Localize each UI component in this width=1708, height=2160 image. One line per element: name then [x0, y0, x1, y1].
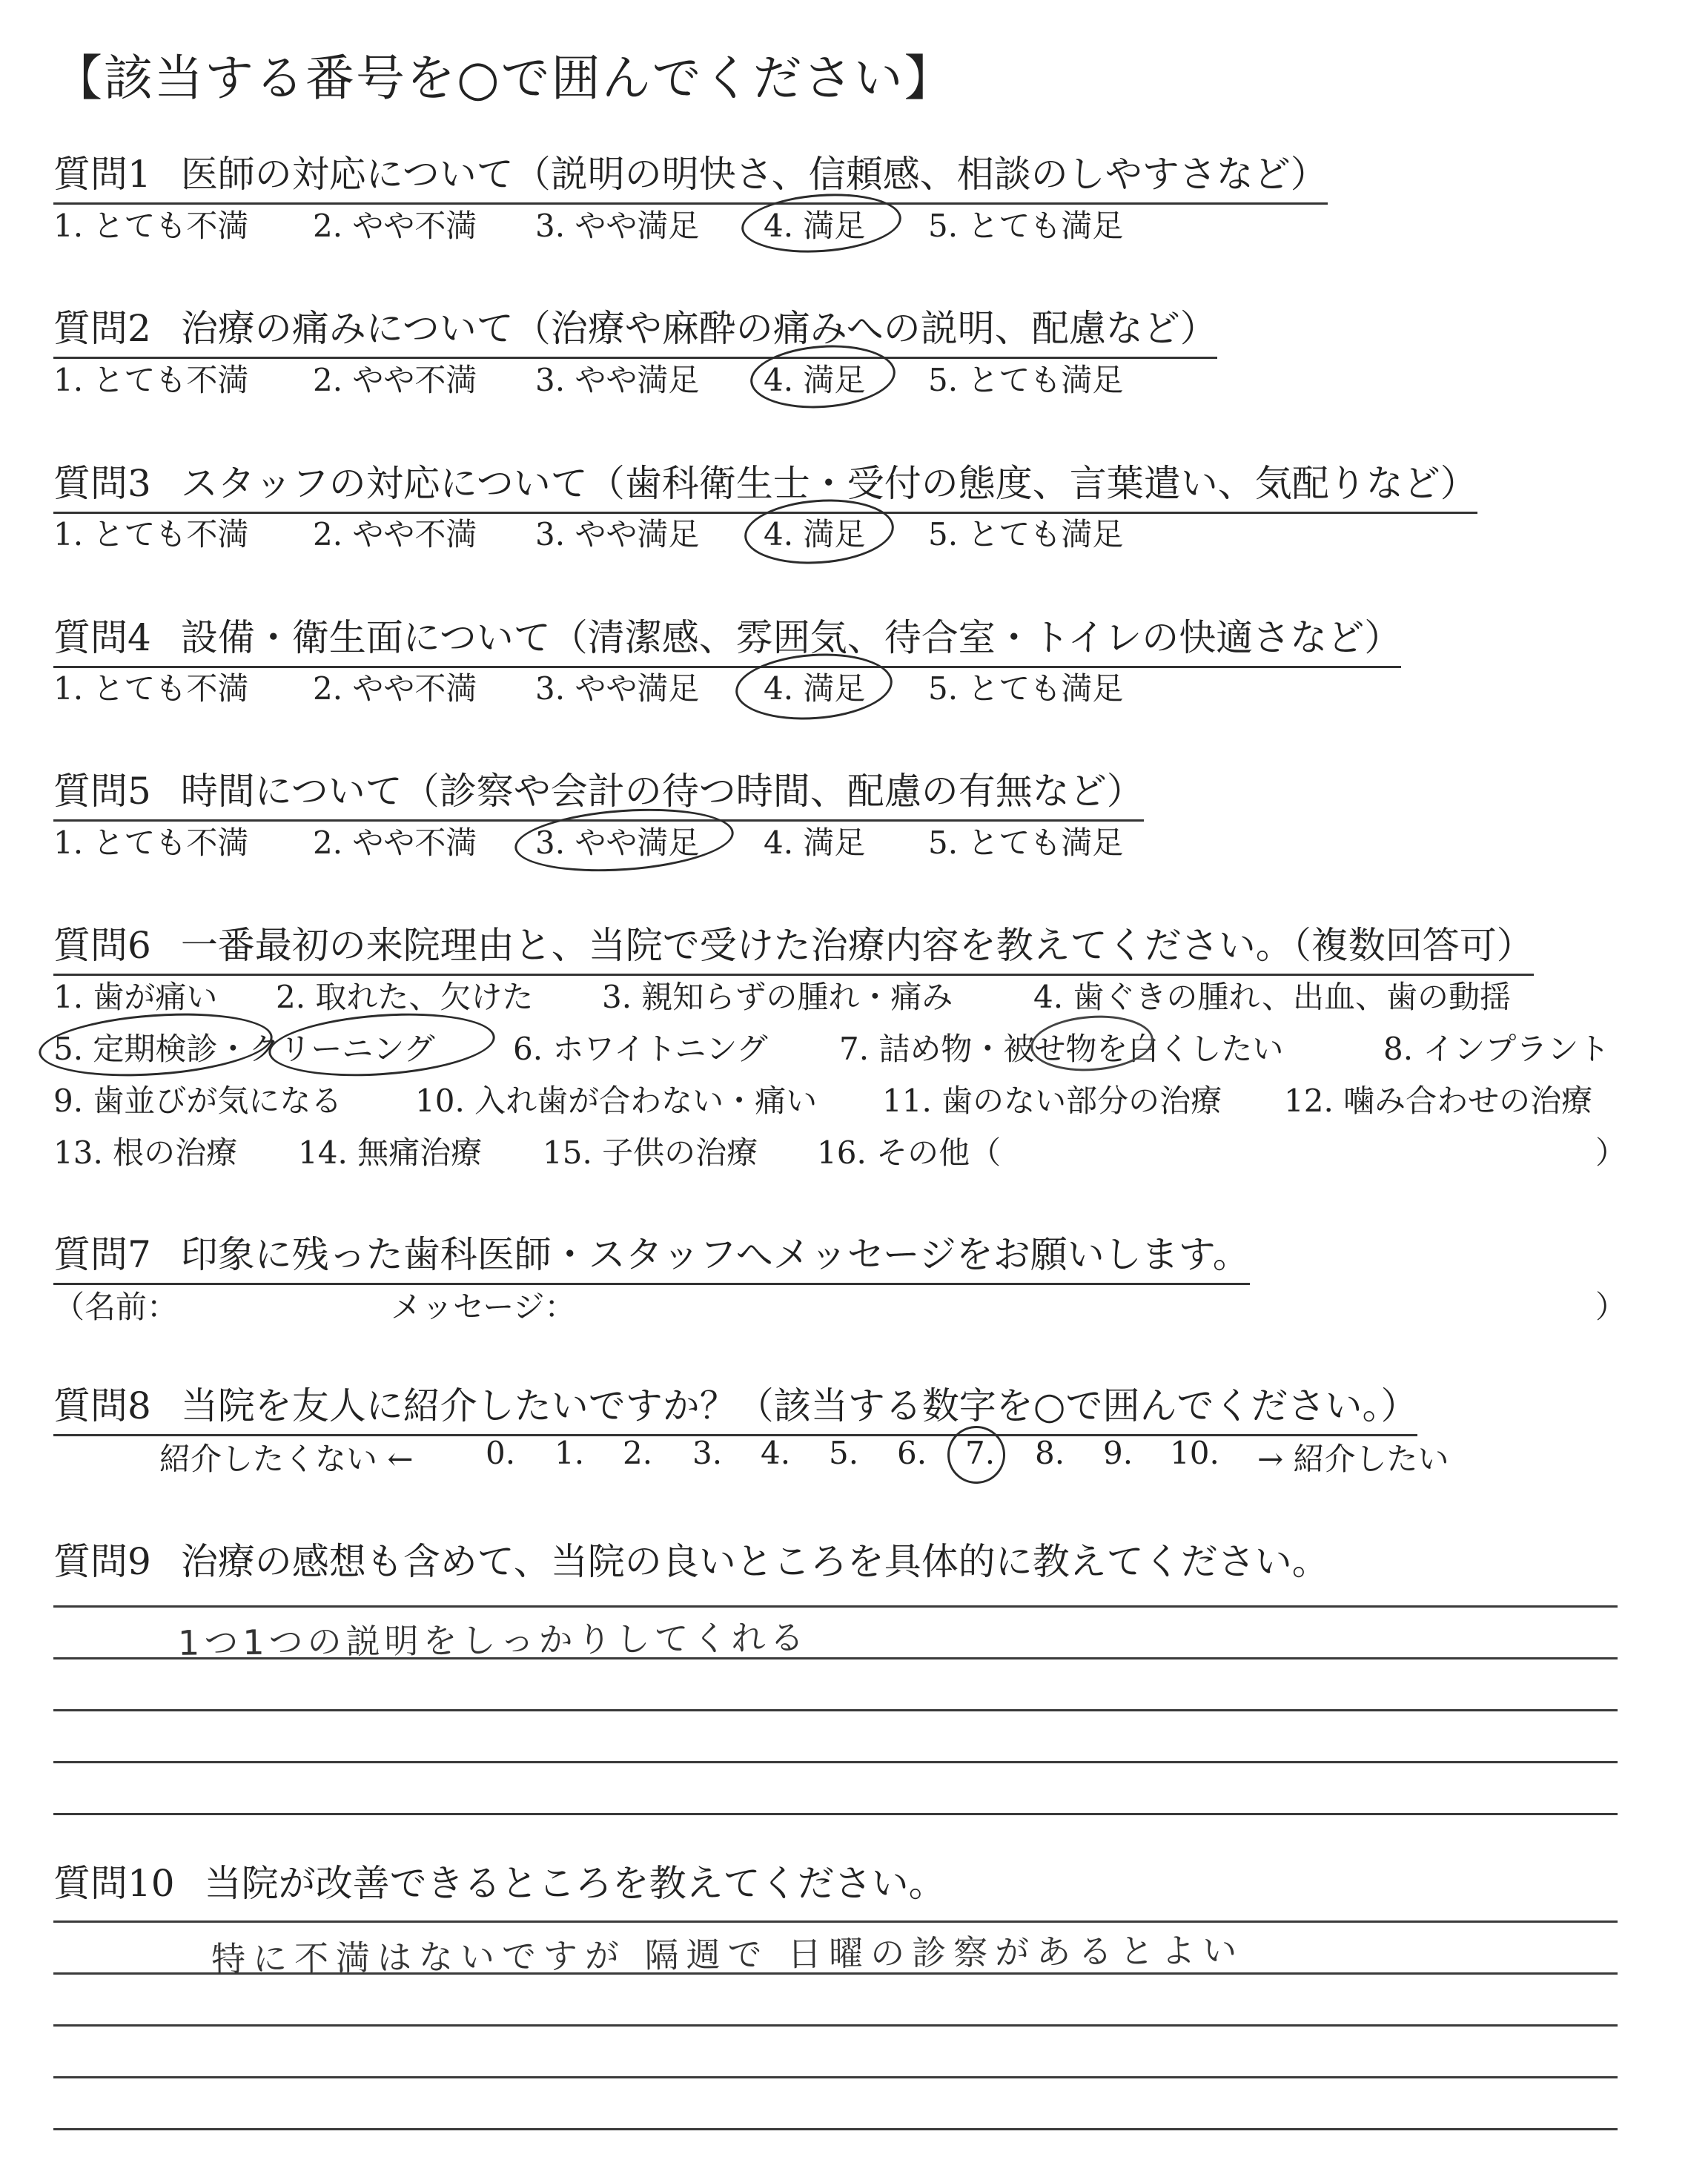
q9-line-5 — [53, 1813, 1618, 1815]
q6-option-4[interactable]: 4. 歯ぐきの腫れ、出血、歯の動揺 — [1033, 979, 1511, 1015]
question-3-label: 質問3 — [53, 462, 151, 505]
page-title: 【該当する番号を○で囲んでください】 — [53, 50, 955, 107]
question-10-title — [53, 1854, 946, 1912]
question-4-text: 設備・衛生面について（清潔感、雰囲気、待合室・トイレの快適さなど） — [180, 616, 1402, 659]
q6-option-6[interactable]: 6. ホワイトニング — [513, 1031, 768, 1067]
q3-option-3[interactable]: 3. やや満足 — [535, 516, 700, 552]
scale-3[interactable]: 3. — [692, 1435, 723, 1471]
q9-line-1 — [53, 1605, 1618, 1608]
question-1-text: 医師の対応について（説明の明快さ、信頼感、相談のしやすさなど） — [180, 153, 1328, 196]
question-2-title — [53, 299, 1217, 359]
scale-1[interactable]: 1. — [555, 1435, 585, 1471]
q4-option-3[interactable]: 3. やや満足 — [535, 670, 700, 707]
q5-option-5[interactable]: 5. とても満足 — [928, 825, 1124, 861]
q5-option-2[interactable]: 2. やや不満 — [313, 825, 477, 861]
q4-option-4[interactable]: 4. 満足 — [764, 670, 866, 707]
q10-line-1 — [53, 1920, 1618, 1923]
question-7-label: 質問7 — [53, 1233, 151, 1276]
q10-handwritten-answer: 特に不満はないですが 隔週で 日曜の診察があるとよい — [211, 1929, 1245, 1980]
q10-line-5 — [53, 2128, 1618, 2130]
scale-2[interactable]: 2. — [623, 1435, 653, 1471]
q6-option-2[interactable]: 2. 取れた、欠けた — [276, 979, 534, 1015]
question-9-text: 治療の感想も含めて、当院の良いところを具体的に教えてください。 — [180, 1540, 1329, 1583]
q5-option-1[interactable]: 1. とても不満 — [53, 825, 249, 861]
q2-option-4[interactable]: 4. 満足 — [764, 362, 866, 398]
q2-option-3[interactable]: 3. やや満足 — [535, 362, 700, 398]
scale-5[interactable]: 5. — [829, 1435, 859, 1471]
q4-option-1[interactable]: 1. とても不満 — [53, 670, 249, 707]
question-4-title — [53, 608, 1401, 668]
q6-option-14[interactable]: 14. 無痛治療 — [298, 1135, 483, 1171]
question-2-text: 治療の痛みについて（治療や麻酔の痛みへの説明、配慮など） — [180, 307, 1217, 350]
question-5-label: 質問5 — [53, 770, 151, 813]
question-10-text: 当院が改善できるところを教えてください。 — [204, 1862, 946, 1905]
q6-option-5[interactable]: 5. 定期検診・クリーニング — [53, 1031, 435, 1067]
question-5-text: 時間について（診察や会計の待つ時間、配慮の有無など） — [180, 770, 1144, 813]
q7-close-paren: ） — [1595, 1289, 1627, 1325]
question-8-text: 当院を友人に紹介したいですか？（該当する数字を○で囲んでください。） — [180, 1384, 1418, 1427]
question-9-label: 質問9 — [53, 1540, 151, 1583]
question-4-label: 質問4 — [53, 616, 151, 659]
question-6-title — [53, 916, 1534, 976]
scale-left-label: 紹介したくない ← — [159, 1441, 414, 1477]
question-2-label: 質問2 — [53, 307, 151, 350]
q1-option-2[interactable]: 2. やや不満 — [313, 208, 477, 244]
q6-option-1[interactable]: 1. 歯が痛い — [53, 979, 218, 1015]
q5-option-4[interactable]: 4. 満足 — [764, 825, 866, 861]
q6-option-12[interactable]: 12. 噛み合わせの治療 — [1284, 1083, 1593, 1119]
scale-4[interactable]: 4. — [761, 1435, 791, 1471]
question-8-label: 質問8 — [53, 1384, 151, 1427]
q2-option-1[interactable]: 1. とても不満 — [53, 362, 249, 398]
q6-option-11[interactable]: 11. 歯のない部分の治療 — [882, 1083, 1222, 1119]
q9-line-4 — [53, 1761, 1618, 1763]
question-8-title — [53, 1376, 1417, 1436]
scale-9[interactable]: 9. — [1103, 1435, 1133, 1471]
scale-10[interactable]: 10. — [1170, 1435, 1219, 1471]
q6-option-13[interactable]: 13. 根の治療 — [53, 1135, 238, 1171]
q1-option-5[interactable]: 5. とても満足 — [928, 208, 1124, 244]
q3-option-2[interactable]: 2. やや不満 — [313, 516, 477, 552]
question-10-label: 質問10 — [53, 1862, 175, 1905]
q2-option-2[interactable]: 2. やや不満 — [313, 362, 477, 398]
q3-option-5[interactable]: 5. とても満足 — [928, 516, 1124, 552]
q6-option-7[interactable]: 7. 詰め物・被せ物を白くしたい — [839, 1031, 1284, 1067]
question-6-label: 質問6 — [53, 924, 151, 967]
q6-option-10[interactable]: 10. 入れ歯が合わない・痛い — [415, 1083, 818, 1119]
question-1-label: 質問1 — [53, 153, 151, 196]
scale-0[interactable]: 0. — [486, 1435, 516, 1471]
question-7-title — [53, 1225, 1250, 1285]
q3-option-4[interactable]: 4. 満足 — [764, 516, 866, 552]
scale-8[interactable]: 8. — [1035, 1435, 1065, 1471]
scale-right-label: → 紹介したい — [1257, 1441, 1449, 1477]
q9-line-3 — [53, 1709, 1618, 1711]
q4-option-5[interactable]: 5. とても満足 — [928, 670, 1124, 707]
q6-option-16[interactable]: 16. その他（ — [817, 1135, 1002, 1171]
q10-line-4 — [53, 2076, 1618, 2078]
scale-7[interactable]: 7. — [965, 1435, 996, 1471]
q6-option-16-close: ） — [1595, 1135, 1627, 1171]
q7-name-label: （名前： — [53, 1289, 179, 1325]
q9-handwritten-answer: 1つ1つの説明をしっかりしてくれる — [177, 1617, 809, 1663]
question-6-text: 一番最初の来院理由と、当院で受けた治療内容を教えてください。（複数回答可） — [180, 924, 1534, 967]
question-3-title — [53, 454, 1477, 514]
q7-message-label: メッセージ： — [391, 1289, 576, 1325]
scale-6[interactable]: 6. — [897, 1435, 927, 1471]
q3-option-1[interactable]: 1. とても不満 — [53, 516, 249, 552]
q6-option-9[interactable]: 9. 歯並びが気になる — [53, 1083, 342, 1119]
q10-line-3 — [53, 2024, 1618, 2027]
q6-option-15[interactable]: 15. 子供の治療 — [543, 1135, 758, 1171]
q1-option-3[interactable]: 3. やや満足 — [535, 208, 700, 244]
q4-option-2[interactable]: 2. やや不満 — [313, 670, 477, 707]
q6-option-8[interactable]: 8. インプラント — [1383, 1031, 1610, 1067]
q5-option-3[interactable]: 3. やや満足 — [535, 825, 700, 861]
q1-option-4[interactable]: 4. 満足 — [764, 208, 866, 244]
question-7-text: 印象に残った歯科医師・スタッフへメッセージをお願いします。 — [180, 1233, 1250, 1276]
question-3-text: スタッフの対応について（歯科衛生士・受付の態度、言葉遣い、気配りなど） — [180, 462, 1477, 505]
q2-option-5[interactable]: 5. とても満足 — [928, 362, 1124, 398]
q1-option-1[interactable]: 1. とても不満 — [53, 208, 249, 244]
question-9-title — [53, 1532, 1329, 1590]
q6-option-3[interactable]: 3. 親知らずの腫れ・痛み — [602, 979, 953, 1015]
q6-selection-circle-cleaning — [267, 1006, 497, 1083]
question-1-title — [53, 145, 1328, 205]
q6-selection-circle-checkup — [37, 1006, 275, 1083]
